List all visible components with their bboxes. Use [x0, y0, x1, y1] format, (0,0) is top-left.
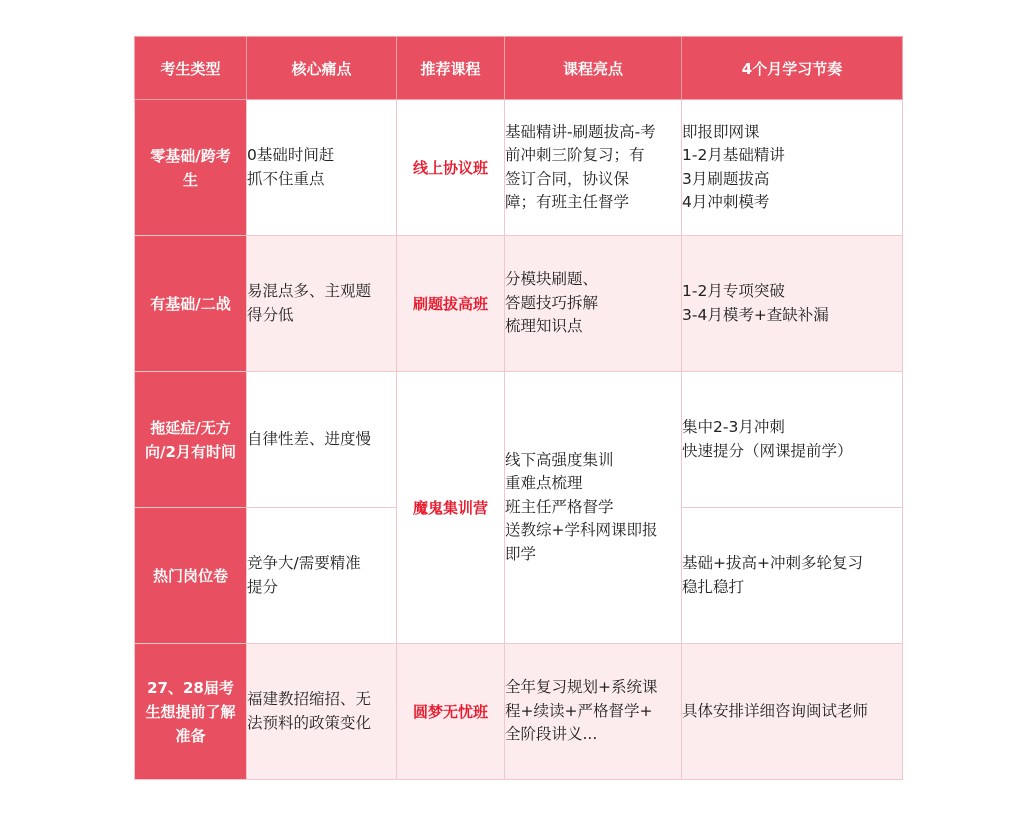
pain-point-cell	[247, 236, 397, 372]
rhythm-line: 3-4月模考+查缺补漏	[682, 305, 829, 324]
highlight-line: 基础精讲-刷题拔高-考	[505, 122, 656, 141]
course-name-cell: 魔鬼集训营	[397, 372, 505, 644]
student-type-line: 准备	[175, 726, 206, 745]
rhythm-line: 稳扎稳打	[682, 577, 745, 596]
pain-point-line: 竞争大/需要精准	[247, 554, 361, 572]
rhythm-line: 集中2-3月冲刺	[682, 418, 785, 436]
table-row	[135, 644, 903, 780]
pain-point-cell	[247, 372, 397, 508]
student-type-line: 有基础/二战	[150, 294, 231, 313]
header-recommended-course: 推荐课程	[397, 37, 505, 100]
rhythm-line: 具体安排详细咨询闽试老师	[682, 701, 869, 720]
table-row	[135, 372, 903, 508]
rhythm-line: 1-2月专项突破	[682, 282, 785, 300]
highlight-line: 班主任严格督学	[505, 497, 614, 516]
student-type-cell	[135, 372, 247, 508]
highlight-line: 梳理知识点	[505, 317, 583, 336]
highlight-line: 前冲刺三阶复习；有	[505, 146, 645, 164]
pain-point-line: 福建教招缩招、无	[247, 690, 372, 708]
header-course-highlights: 课程亮点	[505, 37, 682, 100]
pain-point-line: 抓不住重点	[247, 169, 325, 188]
highlight-line: 答题技巧拆解	[505, 293, 599, 312]
pain-point-cell	[247, 644, 397, 780]
highlight-line: 签订合同，协议保	[505, 169, 630, 188]
pain-point-line: 提分	[247, 577, 279, 596]
header-row	[135, 37, 903, 100]
highlight-cell	[505, 236, 682, 372]
highlight-line: 分模块刷题、	[505, 270, 599, 289]
student-type-line: 27、28届考	[147, 678, 234, 697]
pain-point-line: 0基础时间赶	[247, 146, 335, 164]
rhythm-line: 1-2月基础精讲	[682, 146, 785, 164]
header-pain-point: 核心痛点	[247, 37, 397, 100]
highlight-cell	[505, 644, 682, 780]
rhythm-cell	[682, 100, 903, 236]
pain-point-line: 自律性差、进度慢	[247, 429, 372, 448]
rhythm-line: 3月刷题拔高	[682, 169, 770, 188]
rhythm-line: 快速提分（网课提前学）	[682, 441, 853, 460]
header-study-rhythm: 4个月学习节奏	[682, 37, 903, 100]
pain-point-line: 得分低	[247, 305, 294, 324]
highlight-cell	[505, 372, 682, 644]
course-name-cell: 线上协议班	[397, 100, 505, 236]
student-type-line: 生想提前了解	[145, 702, 236, 721]
pain-point-line: 易混点多、主观题	[247, 282, 372, 300]
table-row	[135, 100, 903, 236]
student-type-line: 向/2月有时间	[145, 442, 236, 461]
highlight-line: 送教综+学科网课即报	[505, 521, 658, 540]
rhythm-cell	[682, 644, 903, 780]
rhythm-cell	[682, 508, 903, 644]
rhythm-line: 即报即网课	[682, 122, 760, 141]
student-type-cell	[135, 644, 247, 780]
student-type-cell	[135, 508, 247, 644]
pain-point-line: 法预料的政策变化	[247, 713, 372, 732]
student-type-cell	[135, 236, 247, 372]
highlight-line: 程+续读+严格督学+	[505, 701, 653, 720]
highlight-cell	[505, 100, 682, 236]
highlight-line: 全阶段讲义...	[505, 725, 598, 744]
rhythm-cell	[682, 372, 903, 508]
student-type-line: 拖延症/无方	[150, 418, 231, 437]
student-type-line: 热门岗位卷	[152, 566, 228, 585]
highlight-line: 线下高强度集训	[505, 450, 614, 469]
highlight-line: 全年复习规划+系统课	[505, 678, 658, 697]
highlight-line: 障；有班主任督学	[505, 193, 630, 211]
table-row	[135, 236, 903, 372]
student-type-line: 零基础/跨考	[150, 146, 231, 165]
pain-point-cell	[247, 508, 397, 644]
rhythm-cell	[682, 236, 903, 372]
highlight-line: 即学	[505, 544, 537, 563]
header-student-type: 考生类型	[135, 37, 247, 100]
rhythm-line: 4月冲刺模考	[682, 193, 770, 211]
study-plan-table	[134, 36, 903, 780]
course-name-cell: 圆梦无忧班	[397, 644, 505, 780]
highlight-line: 重难点梳理	[505, 474, 583, 493]
student-type-cell	[135, 100, 247, 236]
rhythm-line: 基础+拔高+冲刺多轮复习	[682, 554, 863, 572]
course-name-cell: 刷题拔高班	[397, 236, 505, 372]
pain-point-cell	[247, 100, 397, 236]
student-type-line: 生	[182, 170, 198, 189]
